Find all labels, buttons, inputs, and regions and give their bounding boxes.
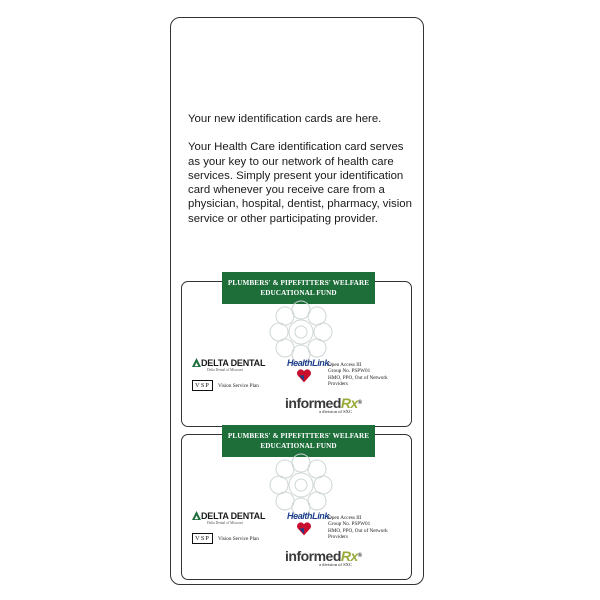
intro-body: Your Health Care identification card serves as your key to our network of health care services. Simply present your identification card whenever you receive care from a physician, hospital, dentist, pharmacy, vision service or other participating provider. xyxy=(188,141,412,225)
plan-line-4: Providers xyxy=(328,533,348,540)
rx-text: Rx xyxy=(340,548,358,564)
banner-line-2: EDUCATIONAL FUND xyxy=(260,289,337,297)
plan-line-3: HMO, PPO, Out of Network xyxy=(328,527,388,534)
division-text: a division of SXC xyxy=(319,409,353,414)
healthlink-logo xyxy=(287,511,331,521)
plan-line-1: Open Access III xyxy=(328,515,362,521)
delta-dental-name: DELTA DENTAL xyxy=(201,358,266,368)
delta-triangle-icon xyxy=(192,358,201,367)
registered-mark: ® xyxy=(357,553,362,559)
rx-text: Rx xyxy=(340,395,358,411)
banner-line-1: PLUMBERS' & PIPEFITTERS' WELFARE xyxy=(227,432,370,440)
delta-dental-sub: Delta Dental of Missouri xyxy=(207,521,243,525)
plan-line-2: Group No. PSPW01 xyxy=(328,521,371,528)
vsp-logo xyxy=(192,533,259,544)
vsp-mark: VSP xyxy=(192,533,213,544)
plan-line-1: Open Access III xyxy=(328,362,362,368)
vsp-mark: VSP xyxy=(192,380,213,391)
fund-seal-watermark-icon xyxy=(267,451,335,519)
vsp-text: Vision Service Plan xyxy=(217,382,259,389)
informed-text: informed xyxy=(285,395,341,411)
banner-line-1: PLUMBERS' & PIPEFITTERS' WELFARE xyxy=(227,279,370,287)
registered-mark: ® xyxy=(357,400,362,406)
heart-icon xyxy=(296,521,312,537)
delta-dental-logo xyxy=(192,511,265,526)
vsp-logo xyxy=(192,380,259,391)
delta-dental-name: DELTA DENTAL xyxy=(201,511,266,521)
plan-line-2: Group No. PSPW01 xyxy=(328,368,371,375)
healthlink-logo xyxy=(287,358,331,368)
delta-triangle-icon xyxy=(192,511,201,520)
healthlink-name: HealthLink. xyxy=(287,511,332,521)
plan-line-3: HMO, PPO, Out of Network xyxy=(328,374,388,381)
banner-line-2: EDUCATIONAL FUND xyxy=(260,442,337,450)
delta-dental-sub: Delta Dental of Missouri xyxy=(207,368,243,372)
intro-headline: Your new identification cards are here. xyxy=(188,113,382,125)
healthlink-name: HealthLink. xyxy=(287,358,332,368)
division-text: a division of SXC xyxy=(319,562,353,567)
id-card-1 xyxy=(181,281,412,427)
fund-seal-watermark-icon xyxy=(267,298,335,366)
informedrx-logo xyxy=(285,396,362,414)
id-card-2 xyxy=(181,434,412,580)
heart-icon xyxy=(296,368,312,384)
plan-info xyxy=(328,515,410,540)
plan-info xyxy=(328,362,410,387)
informedrx-logo xyxy=(285,549,362,567)
plan-line-4: Providers xyxy=(328,380,348,387)
vsp-text: Vision Service Plan xyxy=(217,535,259,542)
intro-text xyxy=(188,112,418,240)
informed-text: informed xyxy=(285,548,341,564)
delta-dental-logo xyxy=(192,358,265,373)
